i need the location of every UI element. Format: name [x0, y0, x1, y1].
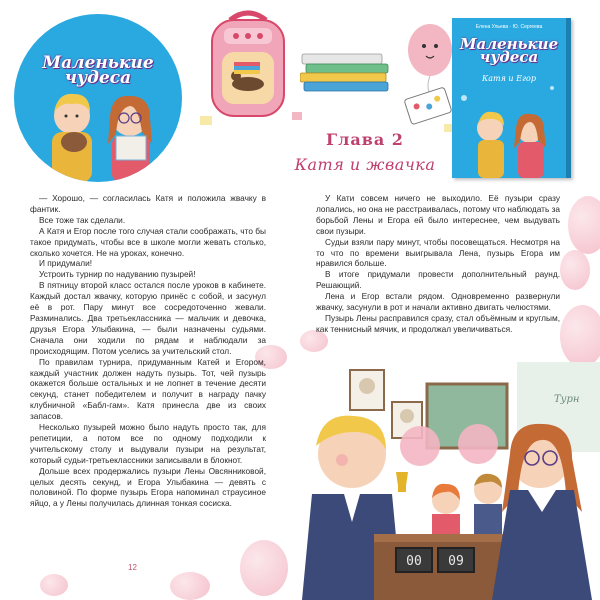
- paragraph: Устроить турнир по надуванию пузырей!: [39, 269, 196, 280]
- decor-bubble: [40, 574, 68, 596]
- paragraph: И придумали!: [39, 258, 93, 269]
- board-text: Турн: [554, 394, 580, 405]
- scoreboard-right: 09: [448, 554, 464, 569]
- cover-title-line1: Маленькие: [459, 35, 559, 53]
- book-cover: [452, 18, 571, 178]
- paragraph: — Хорошо, — согласилась Катя и положила жвачку в фантик.: [30, 193, 266, 214]
- backpack-illustration: [200, 6, 296, 126]
- chapter-number: Глава 2: [326, 130, 404, 149]
- page-number: 12: [128, 563, 137, 572]
- right-text-column: [316, 193, 560, 335]
- scoreboard-left: 00: [406, 554, 422, 569]
- decor-bubble: [560, 305, 600, 367]
- paragraph: А Катя и Егор после того случая стали соображать, что бы такое придумать, чтобы все в школе могли жевать столько, сколько хочется. Не на уроках, конечно.: [30, 225, 266, 258]
- gum-piece: [200, 116, 212, 125]
- paragraph: По правилам турнира, придуманным Катей и Егором, каждый участник должен надуть пузырь. Тот, чей пузырь окажется больше остальных и не лопнет в течение десяти секунд, станет победителем и получит в награду пачку клубничной «Бабл-гам». Катя принесла две из своих запасов.: [30, 356, 266, 422]
- series-logo: [28, 53, 168, 88]
- paragraph: Все тоже так сделали.: [39, 214, 126, 225]
- paragraph: Лена и Егор встали рядом. Одновременно развернули жвачку, засунули в рот и начали активно двигать челюстями.: [316, 291, 560, 313]
- left-text-column: [30, 193, 266, 509]
- paragraph: У Кати совсем ничего не выходило. Её пузыри сразу лопались, но она не расстраивалась, потому что наблюдать за борьбой Лены и Егора ей было интереснее, чем выдувать свои пузыри.: [316, 193, 561, 236]
- decor-bubble: [560, 250, 590, 290]
- cover-title: [454, 35, 564, 66]
- cover-subtitle: Катя и Егор: [482, 74, 536, 83]
- decor-bubble: [568, 196, 600, 254]
- gum-piece: [292, 112, 302, 120]
- chapter-title: Катя и жвачка: [294, 155, 436, 174]
- decor-bubble: [240, 540, 288, 596]
- paragraph: Пузырь Лены расправился сразу, стал объёмным и круглым, как теннисный мячик, и продолжал увеличиваться.: [316, 312, 560, 334]
- series-logo-line2: чудеса: [64, 68, 132, 88]
- series-logo-line1: Маленькие: [42, 53, 154, 73]
- books-illustration: [300, 52, 392, 92]
- paragraph: Судьи взяли пару минут, чтобы посовещаться. Несмотря на то что по времени выигрывала Лена, пузырь Егора им нравился больше.: [316, 236, 560, 269]
- paragraph: Дольше всех продержались пузыри Лены Овсянниковой, целых десять секунд, и Егора Улыбакина — девять с половиной. По форме пузырь Егора напоминал страусиное яйцо, а у Лены получилась длинная тонкая сосиска.: [30, 465, 266, 509]
- series-logo-circle: [14, 14, 182, 182]
- kids-illustration: [14, 14, 182, 182]
- cover-title-line2: чудеса: [479, 48, 539, 66]
- decor-bubble: [170, 572, 210, 600]
- cover-authors: Елена Ульева · Ю. Сергеева: [475, 24, 543, 30]
- classroom-illustration: [292, 362, 600, 600]
- paragraph: В пятницу второй класс остался после уроков в кабинете. Каждый достал жвачку, которую принёс с собой, и засунул её в рот. Пару минут все сосредоточенно жевали. Разминались. Два третьеклассника — мальчик и девочка, друзья Егора Улыбакина, — были назначены судьями. Сначала они ходили по рядам и наблюдали за происходящим. Потом уселись за учительский стол.: [30, 280, 266, 356]
- paragraph: В итоге придумали провести дополнительный раунд. Решающий.: [316, 269, 560, 291]
- paragraph: Несколько пузырей можно было надуть просто так, для репетиции, а потом все по одному подходили к учительскому столу и выдували пузыри на результат, который судьи-третьеклассники записывали в блокнот.: [30, 422, 266, 465]
